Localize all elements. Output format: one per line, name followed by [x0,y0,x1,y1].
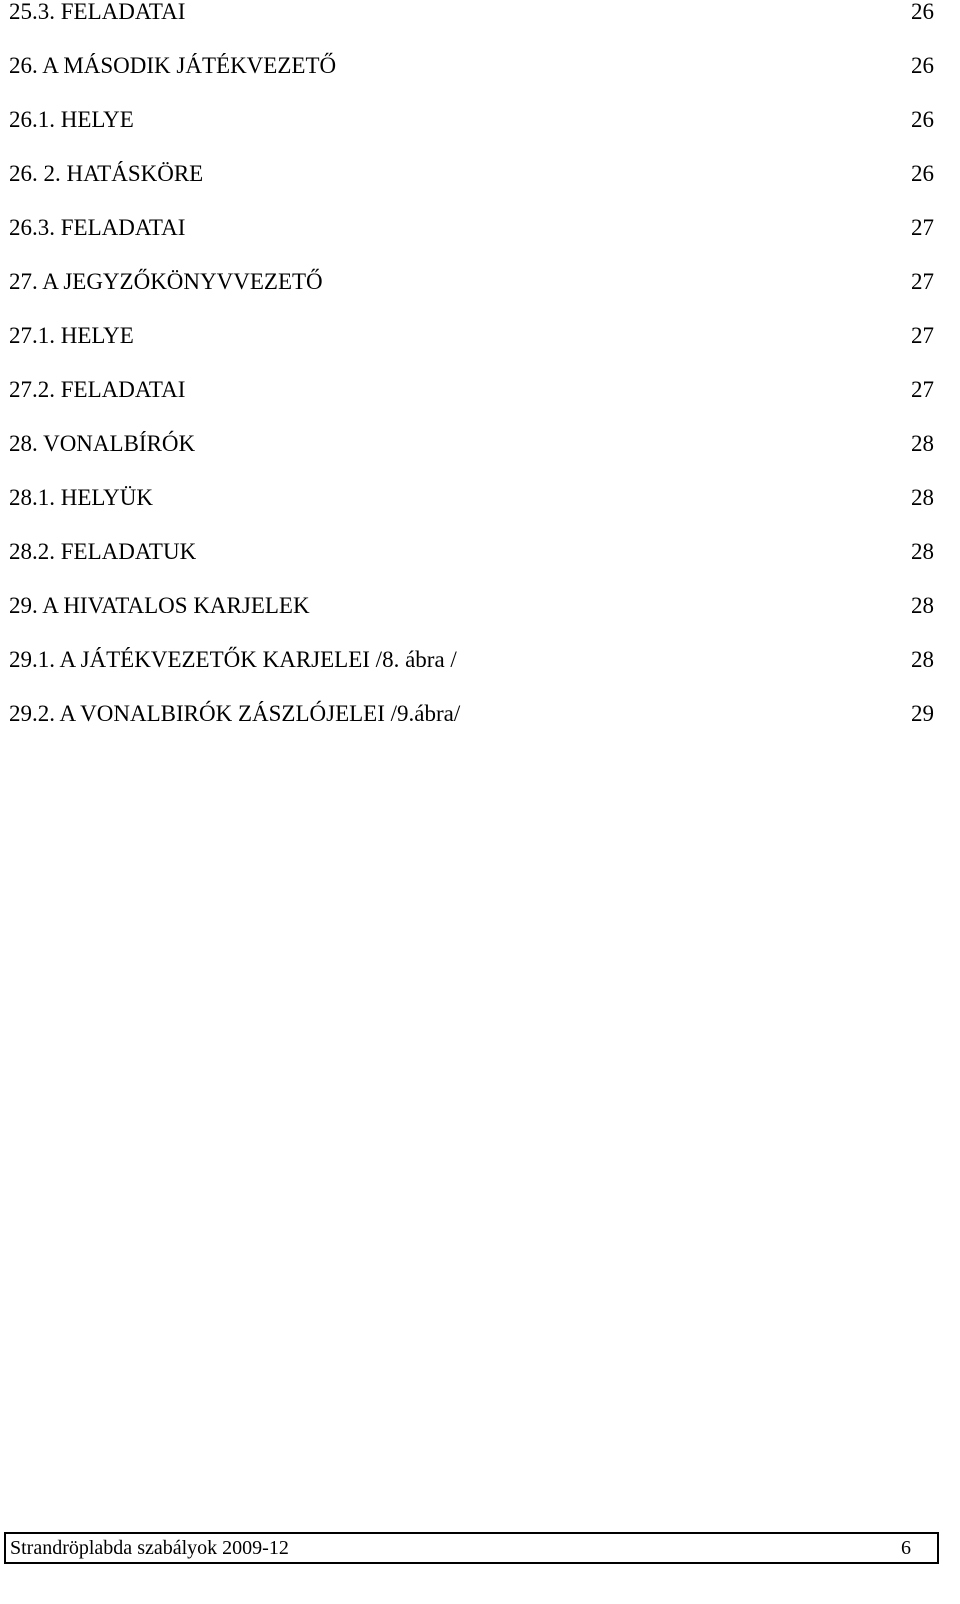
toc-entry-page: 26 [911,161,934,186]
toc-entry-title: 26. 2. HATÁSKÖRE [9,161,204,186]
toc-entry[interactable] [9,206,934,260]
toc-entry-title: 28. VONALBÍRÓK [9,431,196,456]
toc-entry-page: 28 [911,539,934,564]
toc-entry-title: 28.1. HELYÜK [9,485,153,510]
toc-entry-page: 26 [911,107,934,132]
toc-entry-title: 27.2. FELADATAI [9,377,186,402]
toc-entry[interactable] [9,260,934,314]
toc-entry[interactable] [9,584,934,638]
toc-entry[interactable] [9,44,934,98]
footer-document-title: Strandröplabda szabályok 2009-12 [10,1536,289,1559]
toc-entry-title: 27.1. HELYE [9,323,134,348]
toc-entry-page: 27 [911,377,934,402]
toc-entry-page: 26 [911,0,934,24]
toc-entry[interactable] [9,368,934,422]
toc-entry-title: 28.2. FELADATUK [9,539,197,564]
toc-entry-title: 29. A HIVATALOS KARJELEK [9,593,310,618]
toc-entry-title: 26.1. HELYE [9,107,134,132]
toc-entry[interactable] [9,98,934,152]
toc-entry-title: 27. A JEGYZŐKÖNYVVEZETŐ [9,269,323,294]
footer-page-number: 6 [901,1536,911,1559]
toc-entry-page: 27 [911,215,934,240]
page-footer [4,1532,939,1564]
toc-entry-title: 29.2. A VONALBIRÓK ZÁSZLÓJELEI /9.ábra/ [9,701,461,726]
toc-entry-title: 29.1. A JÁTÉKVEZETŐK KARJELEI /8. ábra / [9,647,457,672]
toc-entry-page: 27 [911,323,934,348]
toc-entry[interactable] [9,0,934,44]
toc-entry-title: 25.3. FELADATAI [9,0,186,24]
toc-entry[interactable] [9,152,934,206]
toc-entry-page: 28 [911,647,934,672]
toc-entry-page: 29 [911,701,934,726]
toc-entry[interactable] [9,638,934,692]
toc-entry[interactable] [9,422,934,476]
toc-entry-title: 26. A MÁSODIK JÁTÉKVEZETŐ [9,53,337,78]
table-of-contents [9,0,934,746]
toc-entry[interactable] [9,692,934,746]
toc-entry-page: 26 [911,53,934,78]
toc-entry-page: 28 [911,485,934,510]
toc-entry-title: 26.3. FELADATAI [9,215,186,240]
toc-entry[interactable] [9,314,934,368]
toc-entry-page: 28 [911,593,934,618]
toc-entry[interactable] [9,530,934,584]
toc-entry-page: 28 [911,431,934,456]
toc-entry-page: 27 [911,269,934,294]
toc-entry[interactable] [9,476,934,530]
